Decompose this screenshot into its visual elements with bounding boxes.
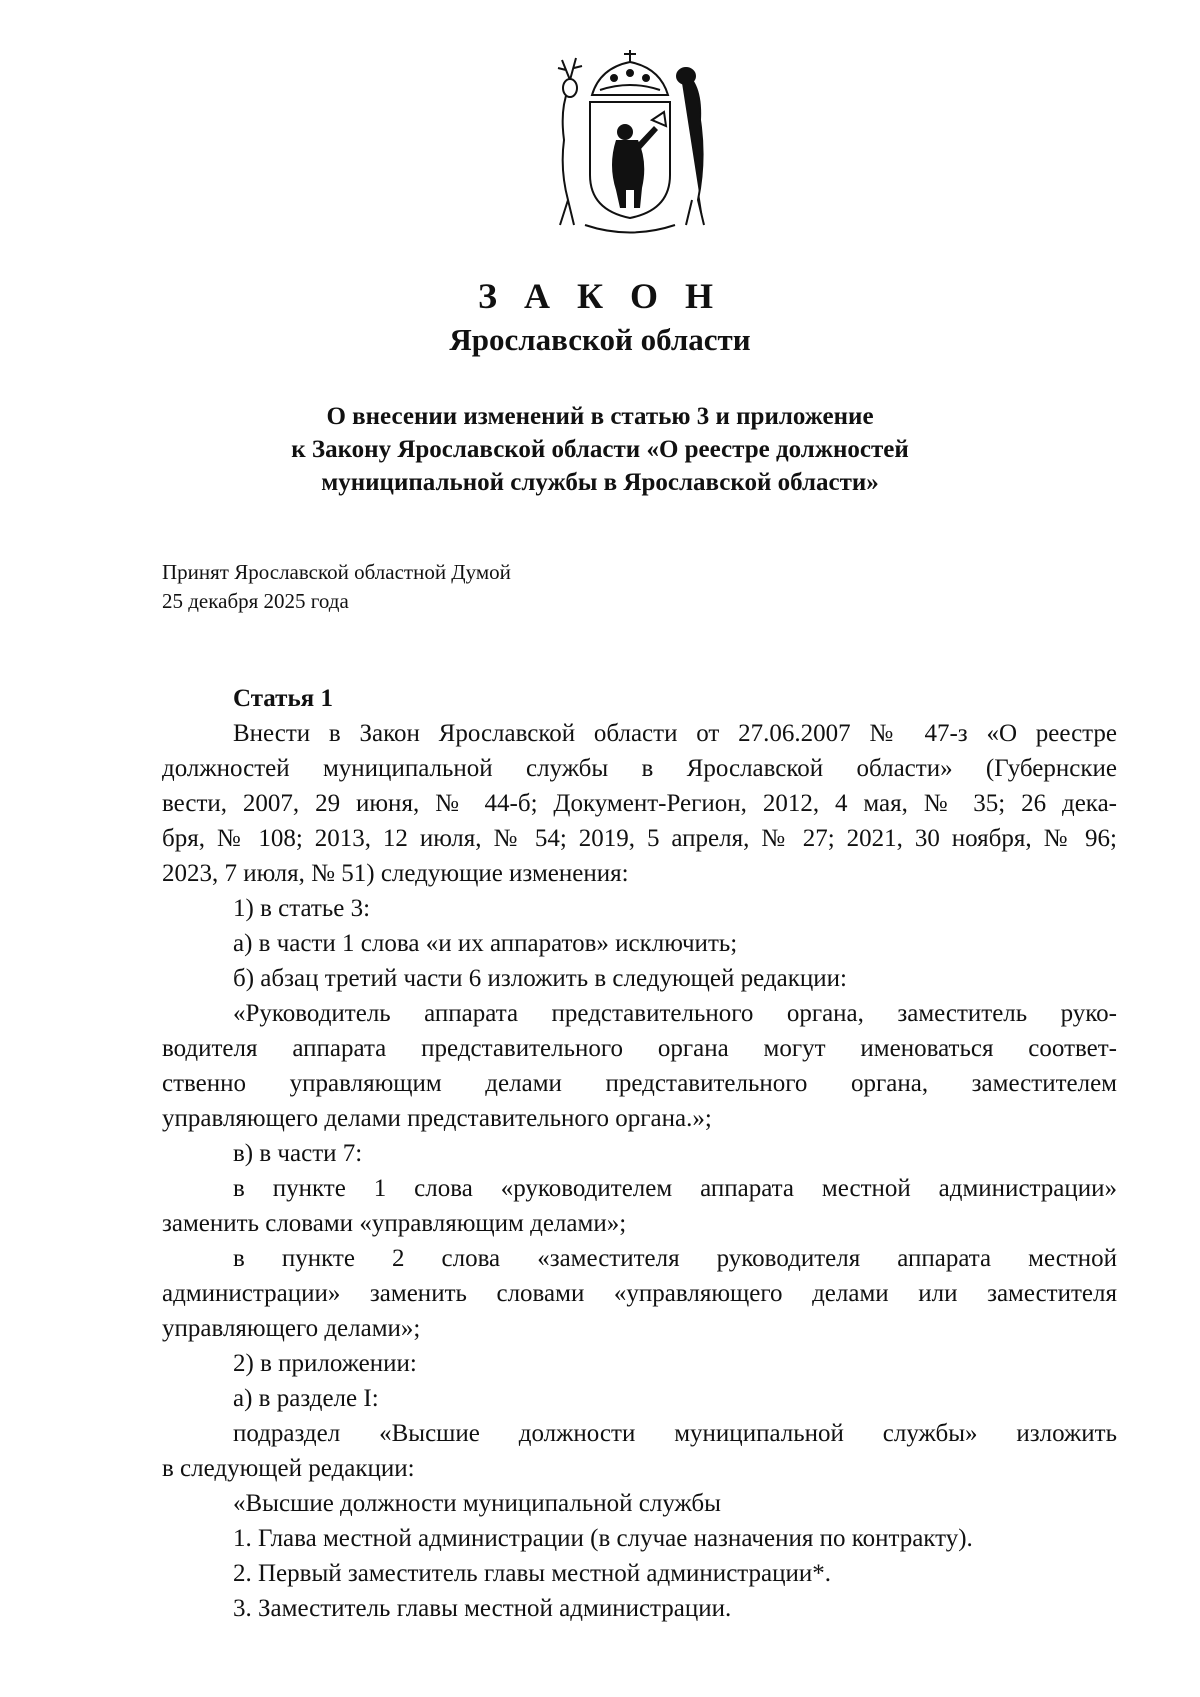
- coat-of-arms-emblem: [530, 40, 730, 240]
- text-line: 2. Первый заместитель главы местной администрации*.: [233, 1560, 831, 1587]
- text-line: управляющего делами представительного органа.»;: [162, 1105, 712, 1132]
- text-line: а) в разделе I:: [233, 1385, 379, 1412]
- text-line: заменить словами «управляющим делами»;: [162, 1210, 627, 1237]
- text-line: а) в части 1 слова «и их аппаратов» исключить;: [233, 930, 738, 957]
- text-line: управляющего делами»;: [162, 1315, 421, 1342]
- region-title: Ярославской области: [449, 322, 751, 357]
- text-line: должностей муниципальной службы в Ярославской области» (Губернские: [162, 755, 1117, 782]
- adoption-date: 25 декабря 2025 года: [162, 589, 349, 613]
- text-line: 2) в приложении:: [233, 1350, 417, 1377]
- text-line: 3. Заместитель главы местной администрации.: [233, 1595, 732, 1622]
- text-line: администрации» заменить словами «управляющего делами или заместителя: [162, 1280, 1117, 1307]
- document-type-title: З А К О Н: [477, 276, 723, 316]
- text-line: ственно управляющим делами представительного органа, заместителем: [162, 1070, 1117, 1097]
- text-line: в пункте 2 слова «заместителя руководителя аппарата местной: [233, 1245, 1117, 1272]
- text-line: в следующей редакции:: [162, 1455, 415, 1482]
- text-line: подраздел «Высшие должности муниципальной службы» изложить: [233, 1420, 1117, 1447]
- text-line: в) в части 7:: [233, 1140, 363, 1167]
- adoption-note: [162, 558, 511, 616]
- text-line: вести, 2007, 29 июня, № 44-б; Документ-Регион, 2012, 4 мая, № 35; 26 дека-: [162, 790, 1117, 817]
- subject-line: О внесении изменений в статью 3 и приложение: [326, 403, 874, 430]
- article-body: [162, 716, 1117, 1626]
- text-line: «Высшие должности муниципальной службы: [233, 1490, 721, 1517]
- text-line: 1. Глава местной администрации (в случае назначения по контракту).: [233, 1525, 973, 1552]
- law-subject: [200, 400, 1000, 499]
- text-line: в пункте 1 слова «руководителем аппарата местной администрации»: [233, 1175, 1117, 1202]
- subject-line: к Закону Ярославской области «О реестре должностей: [291, 436, 909, 463]
- adoption-body: Принят Ярославской областной Думой: [162, 560, 511, 584]
- text-line: «Руководитель аппарата представительного органа, заместитель руко-: [233, 1000, 1117, 1027]
- text-line: водителя аппарата представительного органа могут именоваться соответ-: [162, 1035, 1117, 1062]
- article-heading: Статья 1: [233, 685, 333, 712]
- text-line: б) абзац третий части 6 изложить в следующей редакции:: [233, 965, 847, 992]
- text-line: 2023, 7 июля, № 51) следующие изменения:: [162, 860, 629, 887]
- subject-line: муниципальной службы в Ярославской области»: [321, 469, 879, 496]
- text-line: 1) в статье 3:: [233, 895, 371, 922]
- text-line: Внести в Закон Ярославской области от 27.06.2007 № 47-з «О реестре: [233, 720, 1117, 747]
- text-line: бря, № 108; 2013, 12 июля, № 54; 2019, 5 апреля, № 27; 2021, 30 ноября, № 96;: [162, 825, 1117, 852]
